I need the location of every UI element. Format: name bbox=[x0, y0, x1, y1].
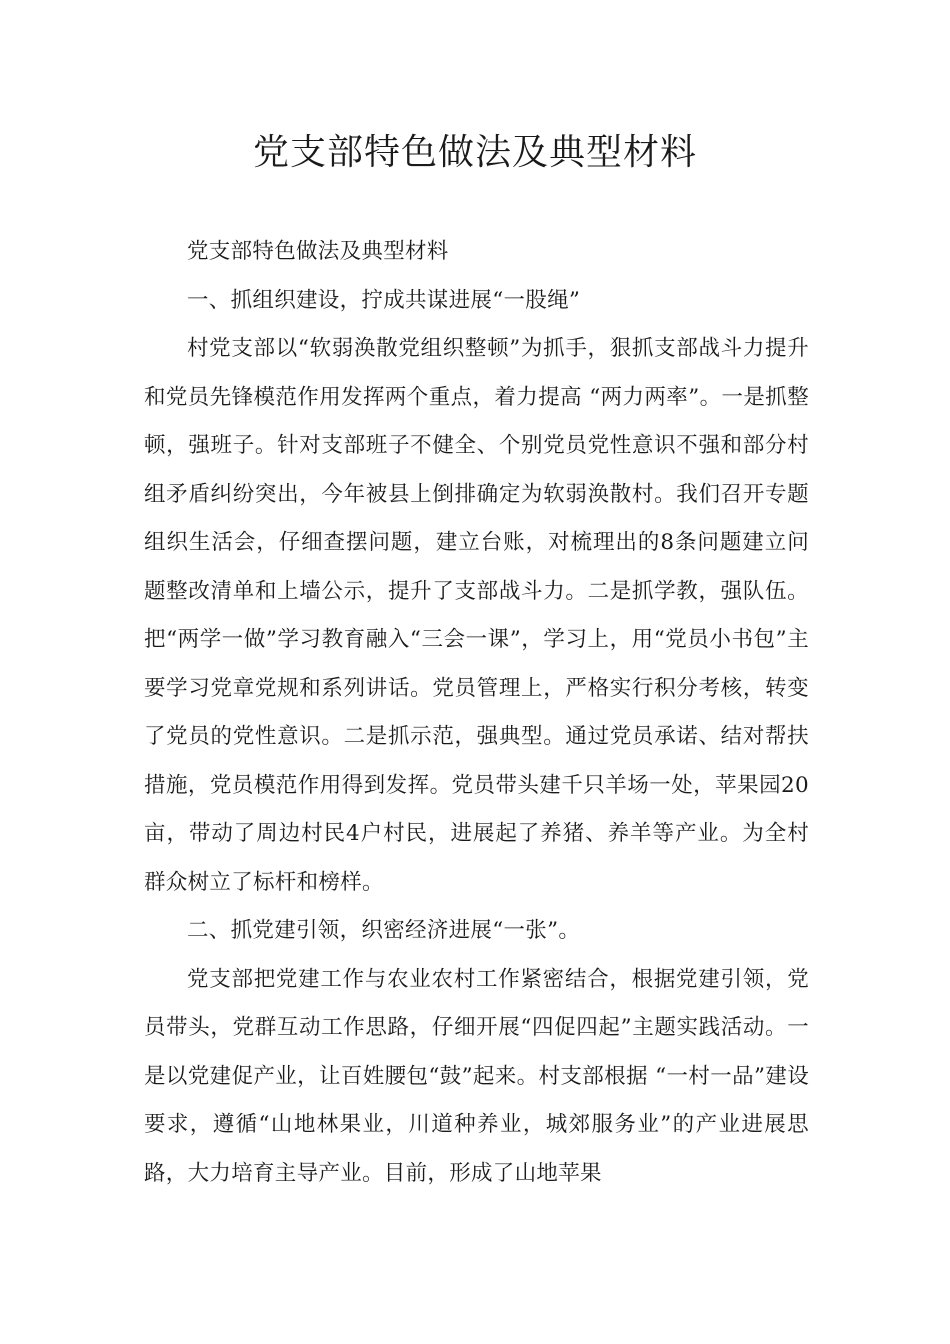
document-title: 党支部特色做法及典型材料 bbox=[252, 132, 697, 173]
paragraph-section-2-heading: 二、抓党建引领，织密经济进展“一张”。 bbox=[187, 918, 581, 943]
document-body bbox=[144, 228, 809, 1198]
paragraph-section-1-heading: 一、抓组织建设，拧成共谋进展“一股绳” bbox=[187, 287, 581, 313]
paragraph-section-2-body: 党支部把党建工作与农业农村工作紧密结合，根据党建引领，党员带头，党群互动工作思路，仔细开展“四促四起”主题实践活动。一是以党建促产业，让百姓腰包“鼓”起来。村支部根据 “一村一品”建设要求，遵循“山地林果业，川道种养业，城郊服务业”的产业进展思路，大力培育主导产业。目前，形成了山地苹果 bbox=[144, 966, 809, 1186]
paragraph-section-1-body: 村党支部以“软弱涣散党组织整顿”为抓手，狠抓支部战斗力提升和党员先锋模范作用发挥两个重点，着力提高 “两力两率”。一是抓整顿，强班子。针对支部班子不健全、个别党员党性意识不强和部分村组矛盾纠纷突出，今年被县上倒排确定为软弱涣散村。我们召开专题组织生活会，仔细查摆问题，建立台账，对梳理出的8条问题建立问题整改清单和上墙公示，提升了支部战斗力。二是抓学教，强队伍。把“两学一做”学习教育融入“三会一课”，学习上，用“党员小书包”主要学习党章党规和系列讲话。党员管理上，严格实行积分考核，转变了党员的党性意识。二是抓示范，强典型。通过党员承诺、结对帮扶措施，党员模范作用得到发挥。党员带头建千只羊场一处，苹果园20亩，带动了周边村民4户村民，进展起了养猪、养羊等产业。为全村群众树立了标杆和榜样。 bbox=[144, 336, 809, 895]
paragraph-subtitle: 党支部特色做法及典型材料 bbox=[187, 239, 449, 264]
